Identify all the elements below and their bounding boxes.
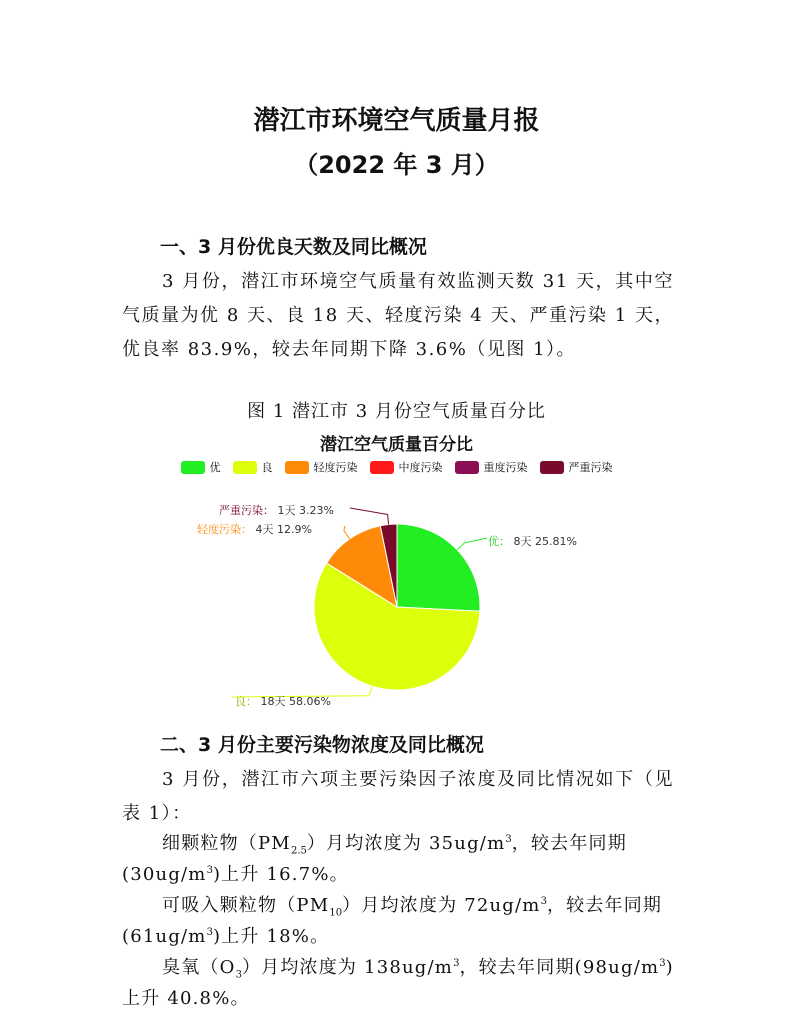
pm10-line2 bbox=[122, 922, 329, 948]
pm10-sub: 10 bbox=[329, 907, 343, 919]
pm10-prev: (61ug/m bbox=[122, 926, 207, 947]
legend-item bbox=[285, 459, 358, 475]
section1-text: 3 月份，潜江市环境空气质量有效监测天数 31 天，其中空气质量为优 8 天、良 18 天、轻度污染 4 天、严重污染 1 天，优良率 83.9%，较去年同期下降 3.6%（见图 1）。 bbox=[122, 271, 674, 360]
o3-tail: ，较去年同期(98ug/m bbox=[459, 957, 660, 978]
pie-chart bbox=[0, 490, 793, 715]
pie-label-severe-name: 严重污染： bbox=[219, 504, 274, 517]
pm10-middle: ）月均浓度为 72ug/m bbox=[342, 895, 541, 916]
pm25-prev-sup: 3 bbox=[206, 865, 213, 876]
chart-legend bbox=[0, 459, 793, 475]
legend-item bbox=[233, 459, 273, 475]
legend-swatch bbox=[540, 461, 564, 474]
pie-label-you-value: 8天 25.81% bbox=[513, 535, 577, 548]
pm25-prev: (30ug/m bbox=[122, 864, 207, 885]
pm10-sup: 3 bbox=[540, 896, 547, 907]
pie-label-liang-name: 良： bbox=[235, 695, 257, 708]
section2-intro-text: 3 月份，潜江市六项主要污染因子浓度及同比情况如下（见表 1）： bbox=[122, 769, 674, 824]
legend-item bbox=[370, 459, 443, 475]
legend-label: 轻度污染 bbox=[313, 461, 358, 474]
pie-label-liang bbox=[235, 693, 331, 709]
pie-label-light-value: 4天 12.9% bbox=[255, 523, 312, 536]
pm25-sub: 2.5 bbox=[290, 845, 307, 857]
pie-leader-line-0 bbox=[457, 538, 487, 550]
pm10-prefix: 可吸入颗粒物（PM bbox=[162, 895, 330, 916]
pie-slice-0 bbox=[397, 524, 480, 611]
legend-swatch bbox=[370, 461, 394, 474]
section1-heading: 一、3 月份优良天数及同比概况 bbox=[160, 236, 427, 258]
section1-paragraph bbox=[122, 265, 674, 367]
pm25-sup: 3 bbox=[505, 834, 512, 845]
pm10-line1 bbox=[162, 891, 662, 919]
pie-leader-line-3 bbox=[350, 508, 389, 524]
legend-swatch bbox=[455, 461, 479, 474]
pm10-prev-sup: 3 bbox=[206, 927, 213, 938]
o3-sub: 3 bbox=[235, 969, 242, 981]
o3-sup: 3 bbox=[453, 958, 460, 969]
chart-title: 潜江空气质量百分比 bbox=[320, 435, 473, 455]
pm10-tail: ，较去年同期 bbox=[546, 895, 663, 916]
legend-label: 中度污染 bbox=[398, 461, 443, 474]
legend-label: 重度污染 bbox=[483, 461, 528, 474]
pm25-tail: ，较去年同期 bbox=[511, 833, 627, 854]
o3-middle: ）月均浓度为 138ug/m bbox=[241, 957, 454, 978]
pie-label-severe-value: 1天 3.23% bbox=[277, 504, 334, 517]
legend-label: 优 bbox=[209, 461, 221, 474]
o3-tail-end: ) bbox=[665, 957, 674, 978]
o3-line1 bbox=[162, 953, 674, 981]
legend-swatch bbox=[285, 461, 309, 474]
pm25-line1 bbox=[162, 829, 627, 857]
pm25-prefix: 细颗粒物（PM bbox=[162, 833, 291, 854]
pie-leader-line-2 bbox=[344, 526, 350, 539]
pie-label-light-name: 轻度污染： bbox=[197, 523, 252, 536]
pie-label-liang-value: 18天 58.06% bbox=[260, 695, 331, 708]
legend-swatch bbox=[181, 461, 205, 474]
legend-item bbox=[181, 459, 221, 475]
pie-label-you bbox=[488, 533, 577, 549]
legend-item bbox=[540, 459, 613, 475]
report-date: （2022 年 3 月） bbox=[294, 151, 499, 179]
pie-label-severe bbox=[219, 502, 334, 518]
o3-line2: 上升 40.8%。 bbox=[122, 988, 250, 1009]
pm25-middle: ）月均浓度为 35ug/m bbox=[306, 833, 506, 854]
legend-item bbox=[455, 459, 528, 475]
pm25-change: )上升 16.7%。 bbox=[212, 864, 349, 885]
pm10-change: )上升 18%。 bbox=[212, 926, 330, 947]
figure-caption: 图 1 潜江市 3 月份空气质量百分比 bbox=[247, 401, 546, 422]
o3-prefix: 臭氧（O bbox=[162, 957, 236, 978]
section2-heading: 二、3 月份主要污染物浓度及同比概况 bbox=[160, 734, 484, 756]
o3-prev-sup: 3 bbox=[659, 958, 666, 969]
legend-label: 严重污染 bbox=[568, 461, 613, 474]
legend-swatch bbox=[233, 461, 257, 474]
pie-label-light bbox=[197, 521, 312, 537]
pm25-line2 bbox=[122, 860, 349, 886]
report-title: 潜江市环境空气质量月报 bbox=[253, 106, 540, 136]
section2-intro bbox=[122, 763, 674, 831]
legend-label: 良 bbox=[261, 461, 273, 474]
pie-label-you-name: 优： bbox=[488, 535, 510, 548]
